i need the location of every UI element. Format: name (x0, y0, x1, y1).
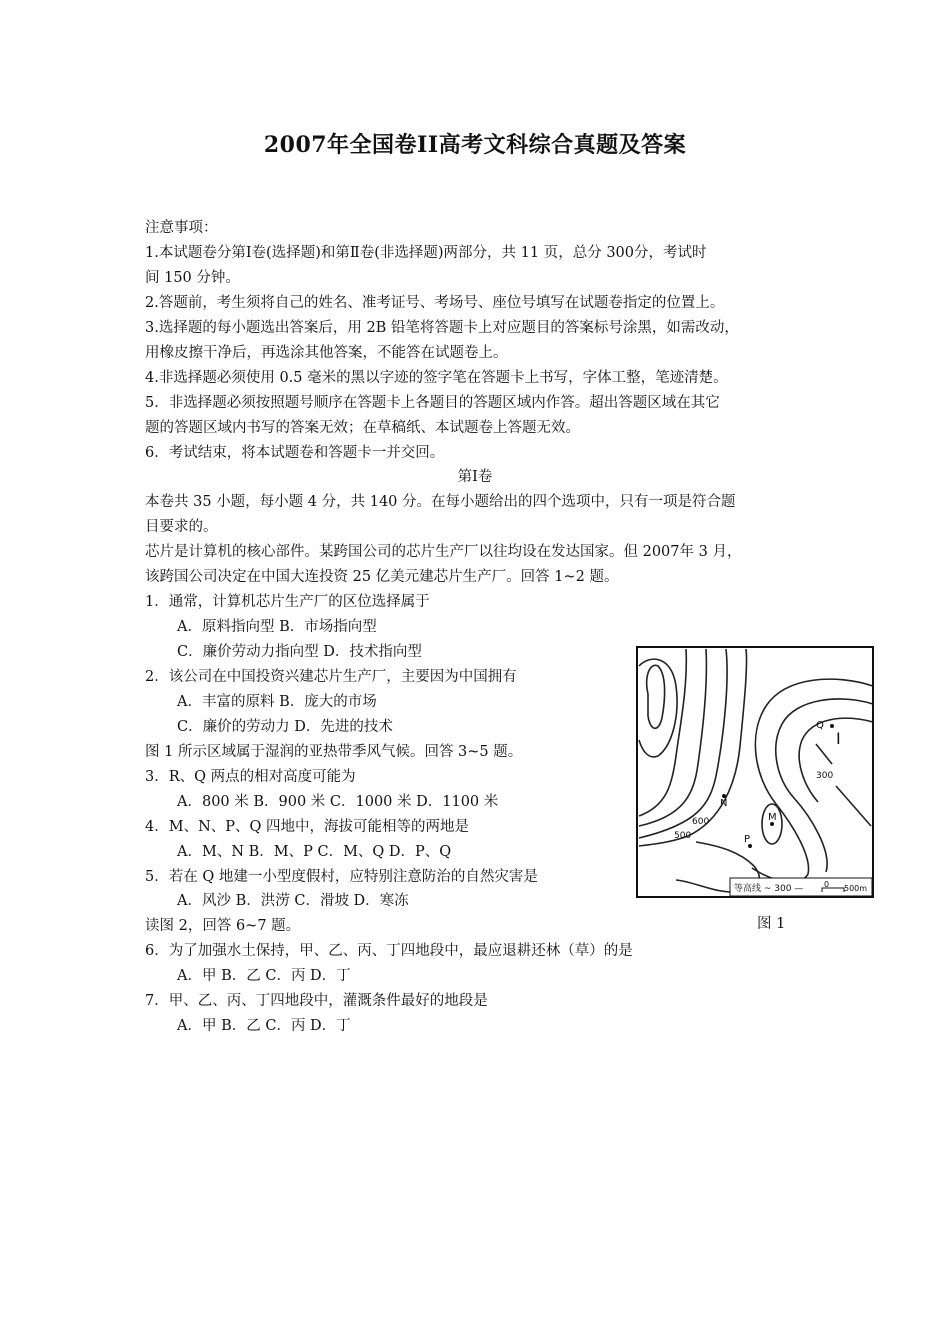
section-intro-line: 目要求的。 (145, 519, 218, 535)
page-title: 2007年全国卷II高考文科综合真题及答案 (263, 132, 687, 158)
question-7-stem: 7．甲、乙、丙、丁四地段中，灌溉条件最好的地段是 (145, 993, 488, 1009)
question-7-options: A．甲 B．乙 C．丙 D．丁 (177, 1018, 351, 1034)
notice-line: 5．非选择题必须按照题号顺序在答题卡上各题目的答题区域内作答。超出答题区域在其它 (145, 395, 720, 411)
question-1-options: C．廉价劳动力指向型 D．技术指向型 (177, 644, 422, 660)
contour-map (636, 646, 874, 898)
passage-line: 该跨国公司决定在中国大连投资 25 亿美元建芯片生产厂。回答 1~2 题。 (145, 569, 619, 585)
label-n: N (720, 798, 728, 809)
contour-label-600: 600 (692, 817, 710, 827)
question-2-options: A．丰富的原料 B．庞大的市场 (177, 694, 377, 710)
scale-label: 500m (844, 884, 868, 893)
notice-line: 4.非选择题必须使用 0.5 毫米的黑以字迹的签字笔在答题卡上书写，字体工整，笔迹清楚。 (145, 370, 728, 386)
question-6-stem: 6．为了加强水土保持，甲、乙、丙、丁四地段中，最应退耕还林（草）的是 (145, 943, 633, 959)
label-r: I (836, 729, 841, 748)
notice-line: 1.本试题卷分第Ⅰ卷(选择题)和第Ⅱ卷(非选择题)两部分，共 11 页，总分 300分，考试时 (145, 245, 707, 261)
question-3-options: A．800 米 B．900 米 C．1000 米 D．1100 米 (177, 794, 499, 810)
label-m: M (768, 812, 777, 823)
question-6-options: A．甲 B．乙 C．丙 D．丁 (177, 968, 351, 984)
notice-line: 题的答题区域内书写的答案无效；在草稿纸、本试题卷上答题无效。 (145, 420, 580, 436)
passage-line: 芯片是计算机的核心部件。某跨国公司的芯片生产厂以往均设在发达国家。但 2007年 3 月， (145, 544, 742, 560)
legend-text: 等高线 ~ 300 — (734, 884, 804, 894)
question-1-stem: 1．通常，计算机芯片生产厂的区位选择属于 (145, 594, 430, 610)
notice-line: 3.选择题的每小题选出答案后，用 2B 铅笔将答题卡上对应题目的答案标号涂黑，如需改动， (145, 320, 739, 336)
question-4-stem: 4．M、N、P、Q 四地中，海拔可能相等的两地是 (145, 819, 470, 835)
question-2-stem: 2．该公司在中国投资兴建芯片生产厂，主要因为中国拥有 (145, 669, 517, 685)
passage-line: 读图 2，回答 6~7 题。 (145, 918, 301, 934)
contour-map-figure (636, 646, 874, 898)
notice-line: 用橡皮擦干净后，再选涂其他答案，不能答在试题卷上。 (145, 345, 508, 361)
label-q: Q (816, 720, 824, 731)
question-5-options: A．风沙 B．洪涝 C．滑坡 D．寒冻 (177, 893, 409, 909)
contour-label-300: 300 (816, 771, 834, 781)
label-p: P (744, 834, 751, 845)
question-2-options: C．廉价的劳动力 D．先进的技术 (177, 719, 393, 735)
scale-zero: 0 (824, 880, 830, 889)
notice-line: 2.答题前，考生须将自己的姓名、准考证号、考场号、座位号填写在试题卷指定的位置上。 (145, 295, 725, 311)
notice-line: 间 150 分钟。 (145, 270, 240, 286)
point-q-marker (830, 724, 834, 728)
question-4-options: A．M、N B．M、P C．M、Q D．P、Q (177, 844, 452, 860)
passage-line: 图 1 所示区域属于湿润的亚热带季风气候。回答 3~5 题。 (145, 744, 523, 760)
figure-caption: 图 1 (757, 916, 786, 932)
contour-label-500: 500 (674, 831, 692, 841)
question-3-stem: 3．R、Q 两点的相对高度可能为 (145, 769, 356, 785)
notice-line: 6．考试结束，将本试题卷和答题卡一并交回。 (145, 445, 445, 461)
question-5-stem: 5．若在 Q 地建一小型度假村，应特别注意防治的自然灾害是 (145, 869, 538, 885)
notice-heading: 注意事项： (145, 220, 218, 236)
section-intro-line: 本卷共 35 小题，每小题 4 分，共 140 分。在每小题给出的四个选项中，只有一项是符合题 (145, 494, 736, 510)
question-1-options: A．原料指向型 B．市场指向型 (177, 619, 377, 635)
section-heading: 第Ⅰ卷 (457, 469, 493, 485)
